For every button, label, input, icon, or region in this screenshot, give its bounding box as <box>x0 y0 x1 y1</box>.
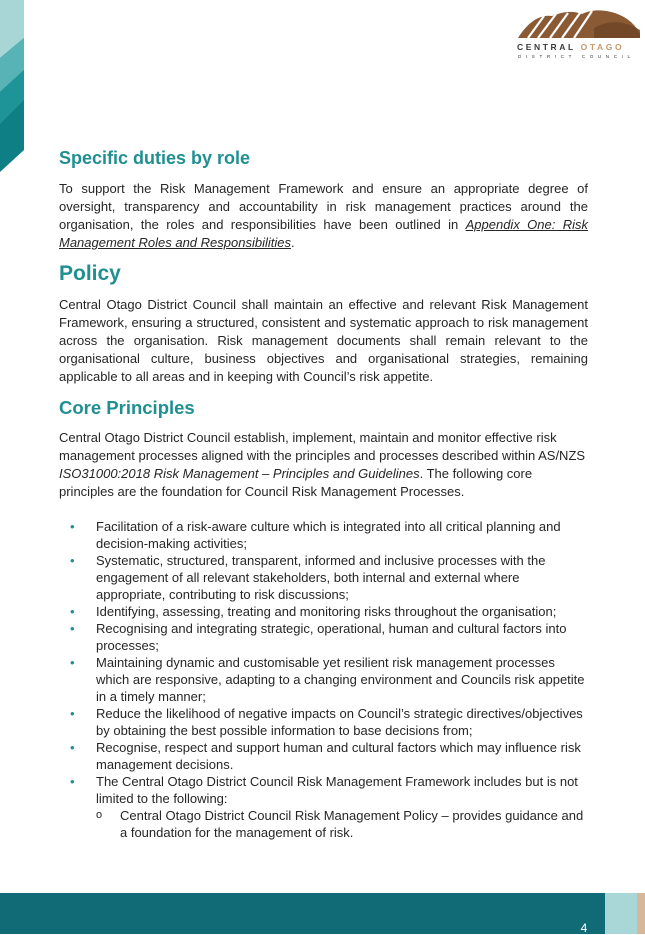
bullet-icon: • <box>70 774 75 789</box>
heading-policy: Policy <box>59 262 121 285</box>
list-item-text: The Central Otago District Council Risk Management Framework includes but is not limited to the following: <box>96 774 578 806</box>
list-item <box>59 705 591 739</box>
list-item <box>59 654 591 705</box>
bullet-icon: • <box>70 604 75 619</box>
list-item-text: Maintaining dynamic and customisable yet resilient risk management processes which are responsive, adapting to a changing environment and Councils risk appetite in a timely manner; <box>96 655 585 704</box>
list-item-text: Recognising and integrating strategic, operational, human and cultural factors into processes; <box>96 621 567 653</box>
logo-wordmark-part1: CENTRAL <box>517 42 576 52</box>
heading-core-principles: Core Principles <box>59 397 195 418</box>
footer-accent-light <box>605 893 637 934</box>
bullet-icon: • <box>70 519 75 534</box>
list-item <box>59 739 591 773</box>
page-number: 4 <box>580 921 588 935</box>
appendix-one-link[interactable]: Appendix One: Risk Management Roles and Responsibilities <box>59 217 588 250</box>
list-item <box>59 773 591 841</box>
list-item-text: Recognise, respect and support human and cultural factors which may influence risk management decisions. <box>96 740 581 772</box>
bullet-icon: • <box>70 740 75 755</box>
list-item-text: Identifying, assessing, treating and monitoring risks throughout the organisation; <box>96 604 557 619</box>
page-footer-band <box>0 893 645 934</box>
list-item <box>59 603 591 620</box>
logo-subtitle: DISTRICT COUNCIL <box>518 54 635 59</box>
list-item-text: Facilitation of a risk-aware culture which is integrated into all critical planning and decision-making activities; <box>96 519 561 551</box>
specific-duties-text-end: . <box>290 235 295 250</box>
core-principles-text-1: Central Otago District Council establish, implement, maintain and monitor effective risk management processes aligned with the principles and processes described within AS/NZS <box>59 430 586 463</box>
sub-list-item-text: Central Otago District Council Risk Management Policy – provides guidance and a foundation for the management of risk. <box>120 808 584 840</box>
core-principles-standard-title: ISO31000:2018 Risk Management – Principles and Guidelines <box>59 466 420 481</box>
bullet-icon: • <box>70 553 75 568</box>
left-decorative-band <box>0 0 24 172</box>
paragraph-policy: Central Otago District Council shall maintain an effective and relevant Risk Management Framework, ensuring a structured, consistent and systematic approach to risk management across the organisation. Risk management documents shall remain relevant to the organisational culture, business objectives and organisational strategies, remaining applicable to all areas and in keeping with Council’s risk appetite. <box>59 297 588 384</box>
paragraph-core-principles <box>59 429 588 501</box>
specific-duties-text: To support the Risk Management Framework and ensure an appropriate degree of oversight, transparency and accountability in risk management practices around the organisation, the roles and responsibilities have been outlined in <box>59 181 588 232</box>
core-principles-text-2: . The following core principles are the foundation for Council Risk Management Processes. <box>59 466 533 499</box>
heading-specific-duties: Specific duties by role <box>59 148 251 168</box>
core-principles-list <box>59 518 591 841</box>
list-item <box>59 620 591 654</box>
bullet-icon: • <box>70 655 75 670</box>
paragraph-specific-duties <box>59 180 588 252</box>
hollow-bullet-icon: o <box>96 809 103 821</box>
list-item <box>59 518 591 552</box>
framework-sublist <box>96 807 591 841</box>
bullet-icon: • <box>70 706 75 721</box>
list-item-text: Reduce the likelihood of negative impacts on Council’s strategic directives/objectives by obtaining the best possible information to base decisions from; <box>96 706 583 738</box>
bullet-icon: • <box>70 621 75 636</box>
footer-accent-tan <box>637 893 645 934</box>
list-item <box>59 552 591 603</box>
logo-wordmark-part2: OTAGO <box>580 42 625 52</box>
list-item-text: Systematic, structured, transparent, informed and inclusive processes with the engagement of all relevant stakeholders, both internal and external where appropriate, contributing to risk discussions; <box>96 553 546 602</box>
logo-wordmark <box>517 42 641 52</box>
sub-list-item <box>96 807 591 841</box>
